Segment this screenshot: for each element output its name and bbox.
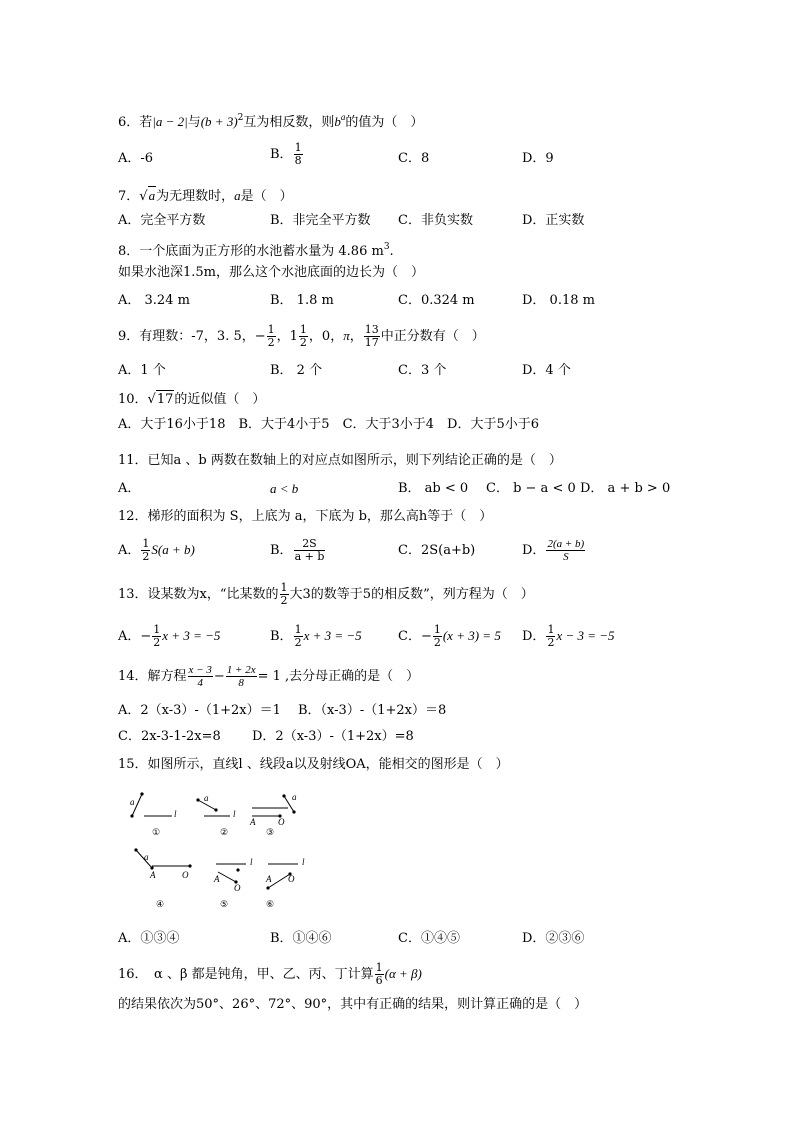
question-7: 7．√a为无理数时，a是（ ） bbox=[118, 188, 293, 204]
q15-option-d: D．②③⑥ bbox=[522, 931, 585, 946]
q9-sep-3: ， bbox=[349, 329, 363, 344]
q9-option-c: C．3 个 bbox=[398, 363, 447, 378]
question-8-line-1 bbox=[118, 238, 394, 261]
q9-f3-den: 17 bbox=[364, 336, 379, 349]
q16-f-num: 1 bbox=[375, 961, 383, 974]
figure-1 bbox=[130, 792, 177, 837]
fig5-O-label: O bbox=[234, 883, 241, 893]
q15-option-a: A．①③④ bbox=[118, 931, 180, 946]
q8-option-b: B． 1.8 m bbox=[270, 293, 334, 308]
q12-d-den: S bbox=[563, 551, 569, 563]
q14-option-d: D．2（x-3）-（1+2x）=8 bbox=[252, 729, 414, 744]
q14-fraction-2 bbox=[226, 664, 257, 689]
q13-d-fraction bbox=[546, 624, 555, 649]
q8-text-end: . bbox=[389, 244, 394, 259]
q6-option-b-label: B． bbox=[270, 147, 293, 162]
q14-minus: − bbox=[213, 669, 225, 684]
q13-option-d bbox=[522, 624, 615, 649]
fig3-A-label: A bbox=[250, 817, 256, 827]
question-12: 12．梯形的面积为 S，上底为 a，下底为 b，那么高h等于（ ） bbox=[118, 509, 493, 524]
q10-text: 的近似值（ ） bbox=[174, 392, 266, 407]
q13-d-den: 2 bbox=[547, 636, 555, 649]
q7-radicand: a bbox=[148, 188, 156, 203]
q6-exponent: 2 bbox=[237, 113, 244, 123]
q14-f2-num: 1 + 2x bbox=[226, 664, 256, 676]
q8-option-a: A． 3.24 m bbox=[118, 293, 190, 308]
q6-option-c: C．8 bbox=[398, 151, 430, 166]
q15-figures bbox=[126, 790, 326, 915]
fig3-a-label: a bbox=[292, 792, 297, 802]
question-16-line-2: 的结果依次为50°、26°、72°、90°，其中有正确的结果，则计算正确的是（ ） bbox=[118, 997, 588, 1012]
q9-sep-1: ，1 bbox=[276, 329, 298, 344]
fig2-number: ② bbox=[220, 827, 229, 837]
q12-a-label: A． bbox=[118, 543, 141, 558]
figure-4 bbox=[134, 848, 191, 909]
fig2-l-label: l bbox=[233, 809, 236, 819]
q14-prefix: 14．解方程 bbox=[118, 669, 187, 684]
question-11: 11．已知a 、b 两数在数轴上的对应点如图所示，则下列结论正确的是（ ） bbox=[118, 453, 562, 468]
q13-d-label: D． bbox=[522, 629, 546, 644]
q9-fraction-1 bbox=[267, 324, 276, 349]
q6-mid: 与 bbox=[187, 115, 201, 130]
q10-options: A．大于16小于18 B．大于4小于5 C．大于3小于4 D．大于5小于6 bbox=[118, 417, 540, 432]
q14-fraction-1 bbox=[188, 664, 213, 689]
q6-prefix: 6．若 bbox=[118, 115, 153, 130]
q7-option-a: A．完全平方数 bbox=[118, 213, 206, 228]
fig6-A-label: A bbox=[266, 874, 272, 884]
q6-option-b-fraction bbox=[294, 142, 303, 167]
q6-option-a: A．-6 bbox=[118, 151, 154, 166]
q12-d-label: D． bbox=[522, 543, 546, 558]
q9-sep-2: ，0， bbox=[308, 329, 344, 344]
q12-a-rest: S(a + b) bbox=[151, 542, 195, 557]
q13-c-num: 1 bbox=[433, 623, 441, 636]
q9-f2-den: 2 bbox=[299, 336, 307, 349]
q12-b-fraction bbox=[294, 538, 326, 563]
q9-option-a: A．1 个 bbox=[118, 363, 166, 378]
q7-option-d: D．正实数 bbox=[522, 213, 585, 228]
q9-f1-den: 2 bbox=[267, 336, 275, 349]
q12-b-label: B． bbox=[270, 543, 293, 558]
q6-b-den: 8 bbox=[294, 154, 302, 167]
fig6-number: ⑥ bbox=[266, 899, 275, 909]
q13-b-label: B． bbox=[270, 629, 293, 644]
q13-d-rest: x − 3 = −5 bbox=[556, 628, 615, 643]
q16-fraction bbox=[375, 962, 384, 987]
q12-a-den: 2 bbox=[142, 550, 150, 563]
q13-a-label: A．− bbox=[118, 629, 152, 644]
q13-option-a bbox=[118, 624, 220, 649]
q6-text-end: 的值为（ ） bbox=[345, 115, 424, 130]
q9-f2-num: 1 bbox=[299, 323, 307, 336]
q12-a-num: 1 bbox=[142, 537, 150, 550]
q12-b-num: 2S bbox=[294, 538, 326, 551]
fig1-number: ① bbox=[152, 827, 161, 837]
q7-text: 为无理数时， bbox=[156, 189, 235, 204]
q13-fraction bbox=[280, 582, 289, 607]
figure-3 bbox=[249, 792, 297, 837]
question-14 bbox=[118, 664, 419, 689]
question-16 bbox=[118, 962, 422, 987]
q12-d-fraction bbox=[546, 538, 585, 563]
q8-exponent: 3 bbox=[383, 242, 390, 252]
q13-prefix: 13．设某数为x，“比某数的 bbox=[118, 587, 279, 602]
fig4-a-label: a bbox=[144, 852, 149, 862]
q10-prefix: 10． bbox=[118, 392, 148, 407]
figure-5 bbox=[213, 857, 253, 909]
q12-option-c: C．2S(a+b) bbox=[398, 543, 476, 558]
fig4-A-label: A bbox=[150, 870, 156, 880]
q7-text-end: 是（ ） bbox=[240, 189, 293, 204]
q14-rest: = 1 ,去分母正确的是（ ） bbox=[257, 669, 420, 684]
q7-var: a bbox=[234, 188, 241, 203]
q6-power: a bbox=[340, 112, 346, 122]
q14-option-a: A．2（x-3）-（1+2x）＝1 bbox=[118, 703, 281, 718]
q7-option-c: C．非负实数 bbox=[398, 213, 473, 228]
q14-option-b: B．（x-3）-（1+2x）＝8 bbox=[298, 703, 447, 718]
q13-c-label: C．− bbox=[398, 629, 432, 644]
q12-d-num: 2(a + b) bbox=[547, 538, 585, 550]
q11-option-c: C． b − a < 0 bbox=[486, 481, 576, 496]
q9-fraction-2 bbox=[299, 324, 308, 349]
q9-text: 中正分数有（ ） bbox=[380, 329, 485, 344]
q15-option-c: C．①④⑤ bbox=[398, 931, 460, 946]
q6-b-num: 1 bbox=[294, 141, 302, 154]
q11-option-a-label: A． bbox=[118, 481, 141, 496]
fig1-a-label: a bbox=[130, 797, 135, 807]
q13-c-den: 2 bbox=[433, 636, 441, 649]
q13-a-den: 2 bbox=[153, 636, 161, 649]
q6-option-d: D．9 bbox=[522, 151, 554, 166]
q13-text: 大3的数等于5的相反数”，列方程为（ ） bbox=[289, 587, 534, 602]
q8-option-d: D． 0.18 m bbox=[522, 293, 595, 308]
q13-a-num: 1 bbox=[153, 623, 161, 636]
q6-base: b bbox=[334, 114, 341, 129]
q8-text: 8．一个底面为正方形的水池蓄水量为 4.86 m bbox=[118, 244, 384, 259]
q9-f1-num: 1 bbox=[267, 323, 275, 336]
q14-f2-den: 8 bbox=[238, 677, 244, 689]
q11-option-a: a < b bbox=[270, 481, 299, 496]
q9-prefix: 9．有理数：-7，3. 5，− bbox=[118, 329, 266, 344]
q8-option-c: C．0.324 m bbox=[398, 293, 475, 308]
fig4-number: ④ bbox=[156, 899, 165, 909]
question-6 bbox=[118, 108, 423, 132]
fig4-O-label: O bbox=[182, 870, 189, 880]
q12-b-den: a + b bbox=[294, 550, 325, 563]
question-15: 15．如图所示，直线l 、线段a以及射线OA，能相交的图形是（ ） bbox=[118, 757, 509, 772]
fig6-l-label: l bbox=[302, 857, 305, 867]
q6-option-b bbox=[270, 142, 304, 167]
fig3-number: ③ bbox=[266, 827, 275, 837]
q11-option-d: D． a + b > 0 bbox=[580, 481, 671, 496]
q13-b-num: 1 bbox=[294, 623, 302, 636]
q12-option-b bbox=[270, 538, 326, 563]
fig5-number: ⑤ bbox=[220, 899, 229, 909]
q12-option-d bbox=[522, 538, 586, 563]
fig5-l-label: l bbox=[250, 857, 253, 867]
q16-expr: (α + β) bbox=[384, 966, 422, 981]
figure-6 bbox=[265, 857, 305, 909]
q7-prefix: 7． bbox=[118, 189, 140, 204]
q12-a-fraction bbox=[141, 538, 150, 563]
q13-f-num: 1 bbox=[280, 581, 288, 594]
fig2-a-label: a bbox=[204, 793, 209, 803]
q6-square-expr: (b + 3) bbox=[200, 114, 238, 129]
fig5-A-label: A bbox=[214, 874, 220, 884]
q14-f1-den: 4 bbox=[197, 677, 203, 689]
q13-option-c bbox=[398, 624, 501, 649]
q13-c-rest: (x + 3) = 5 bbox=[442, 628, 501, 643]
q9-option-d: D．4 个 bbox=[522, 363, 571, 378]
q13-c-fraction bbox=[433, 624, 442, 649]
question-10: 10．√17的近似值（ ） bbox=[118, 392, 266, 407]
question-13 bbox=[118, 582, 534, 607]
question-8-line-2: 如果水池深1.5m，那么这个水池底面的边长为（ ） bbox=[118, 265, 425, 280]
q13-b-rest: x + 3 = −5 bbox=[303, 628, 362, 643]
q13-a-fraction bbox=[152, 624, 161, 649]
q9-option-b: B． 2 个 bbox=[270, 363, 323, 378]
q13-d-num: 1 bbox=[547, 623, 555, 636]
figure-2 bbox=[196, 793, 236, 837]
fig6-O-label: O bbox=[288, 874, 295, 884]
q12-option-a bbox=[118, 538, 195, 563]
q6-text: 互为相反数，则 bbox=[243, 115, 335, 130]
fig1-l-label: l bbox=[174, 809, 177, 819]
q14-f1-num: x − 3 bbox=[188, 664, 212, 676]
q11-option-b: B． ab < 0 bbox=[398, 481, 469, 496]
q13-b-fraction bbox=[294, 624, 303, 649]
q7-option-b: B．非完全平方数 bbox=[270, 213, 371, 228]
q13-f-den: 2 bbox=[280, 594, 288, 607]
q16-f-den: 6 bbox=[375, 974, 383, 987]
q9-f3-num: 13 bbox=[364, 323, 379, 336]
question-9 bbox=[118, 324, 485, 349]
q9-pi: π bbox=[343, 328, 350, 343]
q10-radicand: 17 bbox=[156, 392, 174, 407]
q15-option-b: B．①④⑥ bbox=[270, 931, 332, 946]
fig3-O-label: O bbox=[278, 817, 285, 827]
q13-b-den: 2 bbox=[294, 636, 302, 649]
q9-fraction-3 bbox=[364, 324, 380, 349]
q16-prefix: 16． α 、β 都是钝角，甲、乙、丙、丁计算 bbox=[118, 967, 374, 982]
q14-option-c: C．2x-3-1-2x=8 bbox=[118, 729, 221, 744]
q13-option-b bbox=[270, 624, 362, 649]
q6-abs-expr: |a − 2| bbox=[152, 114, 188, 129]
q13-a-rest: x + 3 = −5 bbox=[162, 628, 221, 643]
